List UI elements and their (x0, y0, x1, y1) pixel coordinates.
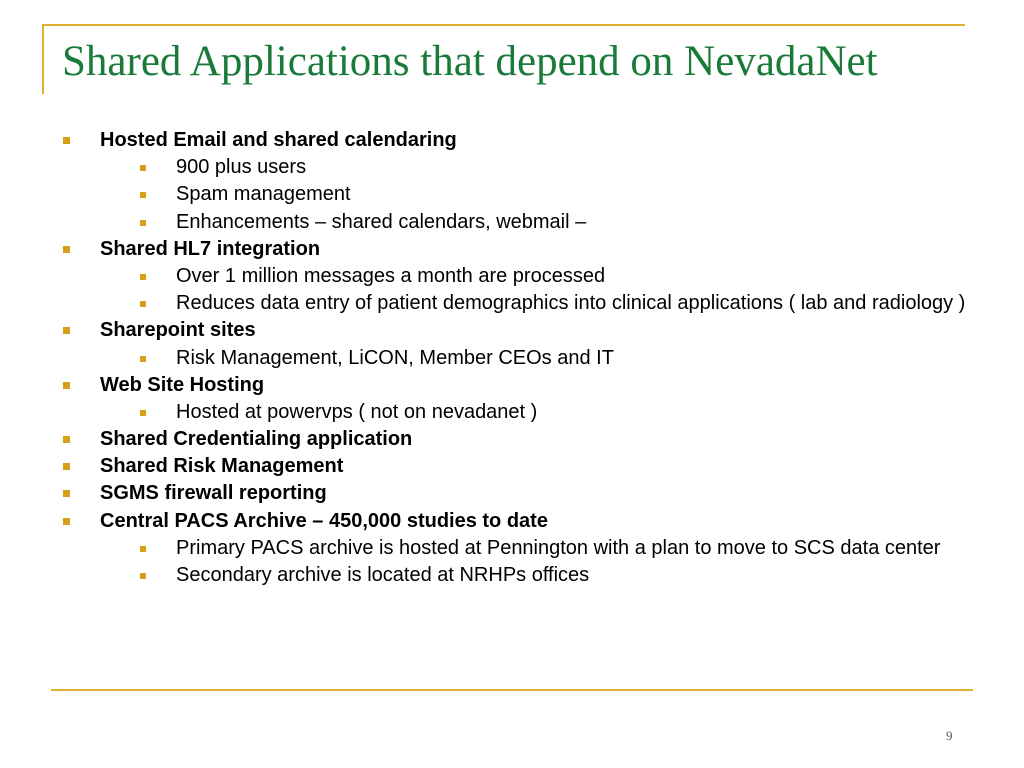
list-item-text: Sharepoint sites (100, 319, 256, 342)
list-item (62, 292, 972, 314)
list-item-text: Spam management (176, 183, 351, 206)
list-item (62, 238, 972, 260)
list-item (62, 183, 972, 205)
list-item-text: Shared Credentialing application (100, 428, 413, 451)
square-bullet-icon (140, 274, 146, 280)
list-item-text: Shared Risk Management (100, 455, 344, 478)
bottom-accent-rule (51, 689, 973, 691)
list-item (62, 265, 972, 287)
list-item (62, 510, 972, 532)
square-bullet-icon (63, 436, 70, 443)
list-item-text: Hosted at powervps ( not on nevadanet ) (176, 400, 538, 423)
list-item (62, 374, 972, 396)
list-item (62, 319, 972, 341)
square-bullet-icon (63, 137, 70, 144)
list-item-text: 900 plus users (176, 156, 307, 179)
list-item-text: Web Site Hosting (100, 373, 265, 396)
square-bullet-icon (140, 410, 146, 416)
list-item (62, 455, 972, 477)
list-item-text: SGMS firewall reporting (100, 482, 327, 505)
list-item (62, 347, 972, 369)
square-bullet-icon (140, 356, 146, 362)
list-item-text: Secondary archive is located at NRHPs offices (176, 564, 590, 586)
square-bullet-icon (140, 165, 146, 171)
square-bullet-icon (63, 490, 70, 497)
square-bullet-icon (140, 573, 146, 579)
top-accent-rule (42, 24, 965, 26)
list-item-text: Hosted Email and shared calendaring (100, 129, 457, 151)
list-item (62, 482, 972, 504)
square-bullet-icon (140, 220, 146, 226)
square-bullet-icon (63, 518, 70, 525)
list-item-text: Enhancements – shared calendars, webmail – (176, 210, 587, 233)
list-item-text: Risk Management, LiCON, Member CEOs and IT (176, 346, 614, 369)
list-item-text: Shared HL7 integration (100, 237, 321, 260)
list-item (62, 211, 972, 233)
left-accent-rule (42, 24, 44, 94)
list-item (62, 129, 972, 151)
list-item (62, 537, 972, 559)
list-item-text: Central PACS Archive – 450,000 studies to date (100, 509, 548, 532)
slide-title: Shared Applications that depend on NevadaNet (62, 38, 878, 85)
square-bullet-icon (140, 301, 146, 307)
list-item-text: Over 1 million messages a month are processed (176, 264, 606, 287)
square-bullet-icon (140, 192, 146, 198)
list-item (62, 428, 972, 450)
list-item (62, 564, 972, 586)
list-item-text: Reduces data entry of patient demographics into clinical applications ( lab and radiology ) (176, 292, 966, 315)
list-item (62, 156, 972, 178)
square-bullet-icon (63, 327, 70, 334)
square-bullet-icon (63, 246, 70, 253)
list-item-text: Primary PACS archive is hosted at Pennington with a plan to move to SCS data center (176, 536, 941, 559)
list-item (62, 401, 972, 423)
page-number: 9 (946, 728, 953, 743)
square-bullet-icon (63, 382, 70, 389)
bullet-list (62, 129, 972, 591)
square-bullet-icon (140, 546, 146, 552)
square-bullet-icon (63, 463, 70, 470)
